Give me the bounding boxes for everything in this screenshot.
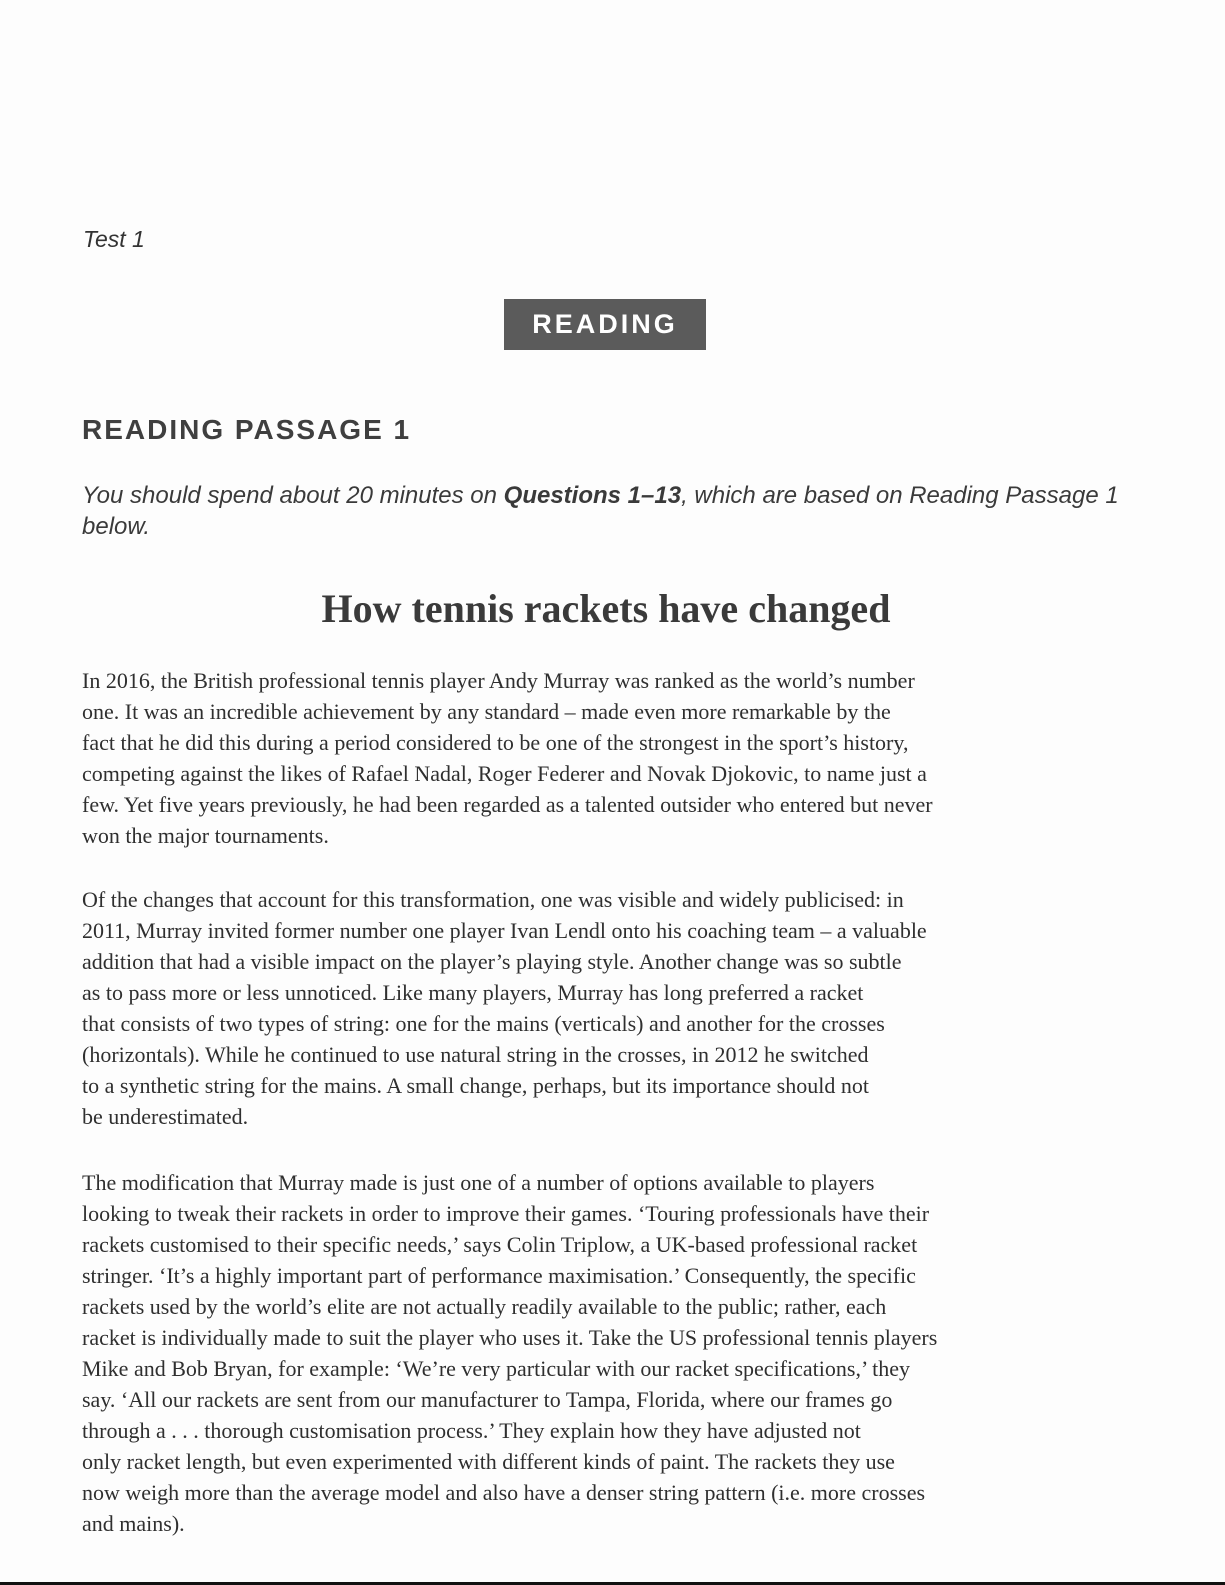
paragraph-line: few. Yet five years previously, he had been regarded as a talented outsider who entered but never bbox=[82, 792, 933, 817]
paragraph-line: In 2016, the British professional tennis player Andy Murray was ranked as the world’s number bbox=[82, 668, 915, 693]
paragraph-1 bbox=[82, 665, 1127, 851]
paragraph-line: one. It was an incredible achievement by any standard – made even more remarkable by the bbox=[82, 699, 891, 724]
paragraph-2 bbox=[82, 884, 1127, 1132]
paragraph-line: addition that had a visible impact on the player’s playing style. Another change was so subtle bbox=[82, 949, 902, 974]
instructions-questions-range: Questions 1–13 bbox=[503, 482, 682, 509]
paragraph-line: The modification that Murray made is just one of a number of options available to players bbox=[82, 1170, 875, 1195]
paragraph-line: and mains). bbox=[82, 1511, 185, 1536]
instructions-text-before: You should spend about 20 minutes on bbox=[82, 482, 504, 509]
paragraph-line: 2011, Murray invited former number one player Ivan Lendl onto his coaching team – a valuable bbox=[82, 918, 927, 943]
paragraph-line: rackets customised to their specific needs,’ says Colin Triplow, a UK-based professional racket bbox=[82, 1232, 918, 1257]
paragraph-line: say. ‘All our rackets are sent from our manufacturer to Tampa, Florida, where our frames go bbox=[82, 1387, 893, 1412]
test-label: Test 1 bbox=[83, 226, 145, 252]
paragraph-line: Mike and Bob Bryan, for example: ‘We’re very particular with our racket specifications,’ they bbox=[82, 1356, 911, 1381]
paragraph-line: only racket length, but even experimented with different kinds of paint. The rackets they use bbox=[82, 1449, 895, 1474]
article-title: How tennis rackets have changed bbox=[321, 586, 891, 631]
paragraph-3 bbox=[82, 1167, 1127, 1539]
paragraph-line: won the major tournaments. bbox=[82, 823, 329, 848]
paragraph-line: through a . . . thorough customisation process.’ They explain how they have adjusted not bbox=[82, 1418, 861, 1443]
paragraph-line: fact that he did this during a period considered to be one of the strongest in the sport’s history, bbox=[82, 730, 909, 755]
paragraph-line: competing against the likes of Rafael Nadal, Roger Federer and Novak Djokovic, to name just a bbox=[82, 761, 927, 786]
paragraph-line: looking to tweak their rackets in order to improve their games. ‘Touring professionals have their bbox=[82, 1201, 930, 1226]
reading-section-badge: READING bbox=[504, 299, 706, 350]
paragraph-line: now weigh more than the average model and also have a denser string pattern (i.e. more crosses bbox=[82, 1480, 926, 1505]
paragraph-line: as to pass more or less unnoticed. Like many players, Murray has long preferred a racket bbox=[82, 980, 864, 1005]
paragraph-line: (horizontals). While he continued to use natural string in the crosses, in 2012 he switched bbox=[82, 1042, 869, 1067]
paragraph-line: Of the changes that account for this transformation, one was visible and widely publicised: in bbox=[82, 887, 904, 912]
instructions-text-after: , which are based on Reading Passage 1 below. bbox=[82, 482, 1119, 540]
paragraph-line: rackets used by the world’s elite are not actually readily available to the public; rather, each bbox=[82, 1294, 887, 1319]
paragraph-line: to a synthetic string for the mains. A small change, perhaps, but its importance should not bbox=[82, 1073, 869, 1098]
paragraph-line: stringer. ‘It’s a highly important part of performance maximisation.’ Consequently, the specific bbox=[82, 1263, 916, 1288]
instructions bbox=[82, 480, 1132, 542]
paragraph-line: that consists of two types of string: one for the mains (verticals) and another for the crosses bbox=[82, 1011, 885, 1036]
paragraph-line: racket is individually made to suit the player who uses it. Take the US professional tennis players bbox=[82, 1325, 938, 1350]
passage-heading: READING PASSAGE 1 bbox=[82, 414, 412, 445]
paragraph-line: be underestimated. bbox=[82, 1104, 249, 1129]
